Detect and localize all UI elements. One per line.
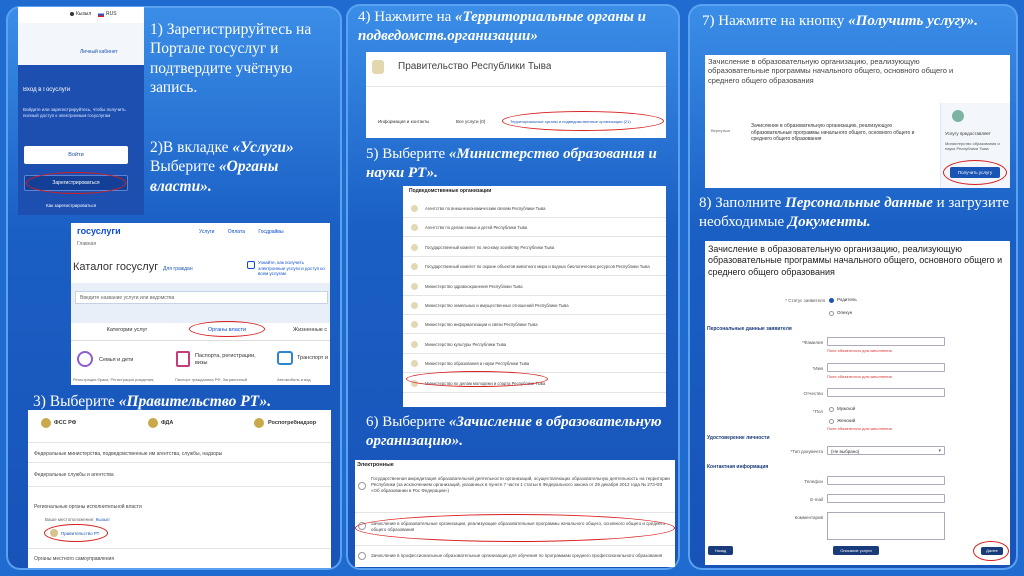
service-icon bbox=[358, 552, 366, 560]
step8-text: 8) Заполните Персональные данные и загрузите необходимые Документы. bbox=[699, 195, 1010, 230]
location-select[interactable]: Для граждан bbox=[163, 266, 193, 272]
service-item: Зачисление в образовательную организацию, реализующую образовательные программы начального общего, основного общего и среднего общего образования bbox=[751, 123, 915, 142]
nav-gosdrives[interactable]: Госдрайвы bbox=[258, 229, 284, 235]
tab-authorities[interactable]: Органы власти bbox=[207, 327, 247, 333]
doc-type-select[interactable]: (Не выбрано) ▾ bbox=[827, 446, 945, 455]
highlight-oval bbox=[502, 111, 664, 131]
email-label: E-mail bbox=[810, 497, 823, 502]
step6-text: 6) Выберите «Зачисление в образовательную организацию». bbox=[366, 414, 662, 449]
category-family[interactable]: Семья и дети bbox=[99, 357, 134, 363]
service-accreditation[interactable]: Государственная аккредитация образовательной деятельности организаций, осуществляющих образовательную деятельность на территории Республики (за исключением организаций, указанных в пункте 7 части 1 статьи 6 Федерального закона от 29 декабря 2012 года № 273-ФЗ «Об образовании в Рос Федерации») bbox=[371, 476, 670, 493]
radio-guardian-label: Опекун bbox=[837, 310, 853, 315]
org-icon bbox=[411, 283, 418, 290]
government-screenshot bbox=[28, 410, 331, 568]
transport-icon bbox=[277, 351, 293, 365]
tyva-title: Правительство Республики Тыва bbox=[398, 61, 552, 72]
surname-required: Поле обязательно для заполнения bbox=[827, 348, 892, 353]
surname-input[interactable] bbox=[827, 337, 945, 346]
org-item[interactable]: Министерство здравоохранения Республики Тыва bbox=[425, 283, 523, 289]
org-icon bbox=[411, 302, 418, 309]
get-service-screenshot bbox=[705, 55, 1010, 188]
catalog-screenshot: госуслуги Услуги Оплата Госдрайвы Главная Каталог госуслуг Для граждан Узнайте, как получить электронные услуги и доступ ко всем услугам Введите название услуги или ведомства Категории услуг Органы власти Жизненные с Семья и дети Паспорта, регистрации, визы Транспорт и Регистрация брака, Регистрация рождения, Паспорт гражданина РФ, Заграничный Автомобиль и вод bbox=[71, 223, 330, 385]
promo-icon bbox=[247, 261, 255, 269]
org-item[interactable]: Государственный комитет по охране объектов животного мира и водных биологических ресурсов Республики Тыва bbox=[425, 264, 650, 270]
org-item[interactable]: Министерство образования и науки Республики Тыва bbox=[425, 361, 530, 367]
radio-parent-label: Родитель bbox=[837, 297, 857, 302]
login-screenshot bbox=[18, 7, 144, 215]
highlight-oval bbox=[189, 321, 265, 337]
login-button[interactable]: Войти bbox=[24, 146, 128, 164]
login-title: Вход в Госуслуги bbox=[23, 87, 71, 93]
radio-male-label: Мужской bbox=[837, 406, 856, 411]
register-button[interactable]: Зарегистрироваться bbox=[24, 175, 128, 191]
id-section: Удостоверение личности bbox=[707, 435, 770, 441]
form-screenshot bbox=[705, 241, 1010, 565]
next-button[interactable]: Далее bbox=[981, 547, 1003, 555]
services-screenshot bbox=[355, 460, 675, 567]
phone-input[interactable] bbox=[827, 476, 945, 485]
step1-text: 1) Зарегистрируйтесь на Портале госуслуг и подтвердите учётную запись. bbox=[150, 21, 312, 97]
highlight-oval bbox=[44, 524, 108, 542]
orgs-header: Подведомственные организации bbox=[409, 188, 492, 194]
organizations-screenshot bbox=[403, 186, 666, 407]
back-link[interactable]: Вернуться bbox=[711, 128, 731, 133]
org-icon bbox=[411, 321, 418, 328]
radio-guardian[interactable] bbox=[829, 311, 834, 316]
highlight-oval bbox=[973, 541, 1009, 561]
step3-text: 3) Выберите «Правительство РТ». bbox=[33, 393, 272, 410]
form-title: Зачисление в образовательную организацию, реализующую образовательные программы начального общего, основного общего и среднего общего образования bbox=[708, 244, 1003, 277]
city-label[interactable]: Кызыл bbox=[76, 11, 92, 17]
search-input[interactable]: Введите название услуги или ведомства bbox=[75, 291, 328, 304]
highlight-oval bbox=[26, 172, 126, 194]
org-item[interactable]: Министерство культуры Республики Тыва bbox=[425, 341, 507, 347]
patronymic-label: Отчество bbox=[803, 391, 823, 396]
org-icon bbox=[411, 224, 418, 231]
radio-female[interactable] bbox=[829, 419, 834, 424]
status-label: * Статус заявителя bbox=[785, 298, 825, 303]
step2-text: 2)В вкладке «Услуги» Выберите «Органы власти». bbox=[150, 139, 294, 195]
login-desc: Войдите или зарегистрируйтесь, чтобы получить полный доступ к электронным госуслугам bbox=[23, 107, 126, 118]
tab-all-services[interactable]: Все услуги (0) bbox=[456, 119, 486, 124]
service-prof[interactable]: Зачисление в профессиональные образовательные организации для обучения по программам среднего профессионального образования bbox=[371, 553, 663, 558]
highlight-oval bbox=[943, 160, 1007, 185]
tab-categories[interactable]: Категории услуг bbox=[106, 327, 148, 333]
radio-female-label: Женский bbox=[837, 418, 856, 423]
nav-payment[interactable]: Оплата bbox=[227, 229, 245, 235]
rpn-icon bbox=[254, 418, 264, 428]
nav-services[interactable]: Услуги bbox=[199, 229, 215, 235]
gender-required: Поле обязательно для заполнения bbox=[827, 426, 892, 431]
service-title: Зачисление в образовательную организацию, реализующую образовательные программы начального общего, основного общего и среднего общего образования bbox=[708, 57, 954, 85]
org-item[interactable]: Агентство по делам семьи и детей Республики Тыва bbox=[425, 225, 528, 231]
tyva-screenshot bbox=[366, 52, 666, 138]
category-transport[interactable]: Транспорт и bbox=[297, 355, 329, 361]
comment-textarea[interactable] bbox=[827, 512, 945, 540]
gov-row-regional[interactable]: Региональные органы исполнительной власти bbox=[34, 504, 142, 510]
services-header: Электронные bbox=[357, 462, 394, 468]
location-icon bbox=[70, 12, 74, 16]
gov-row-services[interactable]: Федеральные службы и агентства bbox=[34, 472, 114, 478]
highlight-oval bbox=[406, 371, 548, 387]
org-item[interactable]: Агентство по внешнеэкономическим связям Республики Тыва bbox=[425, 206, 546, 211]
org-item[interactable]: Государственный комитет по лесному хозяйству Республики Тыва bbox=[425, 244, 555, 250]
tab-territorial[interactable]: Территориальные органы и подведомственные организации (21) bbox=[510, 119, 631, 124]
fss-label[interactable]: ФСС РФ bbox=[54, 420, 77, 426]
phone-label: Телефон bbox=[804, 479, 823, 484]
lang-label[interactable]: RUS bbox=[106, 11, 117, 17]
catalog-title: Каталог госуслуг bbox=[73, 261, 159, 273]
name-label: *Имя bbox=[812, 366, 823, 371]
gerb-icon bbox=[372, 60, 384, 74]
family-icon bbox=[77, 351, 93, 367]
location-label: Ваше местоположение: Кызыл bbox=[45, 517, 110, 522]
org-item[interactable]: Министерство информатизации и связи Республики Тыва bbox=[425, 322, 538, 328]
describe-button[interactable]: Описание услуги bbox=[833, 546, 879, 555]
passport-icon bbox=[176, 351, 190, 367]
tab-info[interactable]: Информация и контакты bbox=[378, 119, 430, 124]
org-icon bbox=[411, 244, 418, 251]
cabinet-link[interactable]: Личный кабинет bbox=[80, 49, 118, 55]
rpn-label[interactable]: Роспотребнадзор bbox=[268, 420, 317, 426]
provider-label: Услугу предоставляет bbox=[945, 131, 991, 136]
tab-life[interactable]: Жизненные с bbox=[293, 327, 328, 333]
gov-row-local[interactable]: Органы местного самоуправления bbox=[34, 556, 115, 562]
step4-text: 4) Нажмите на «Территориальные органы и подведомств.организации» bbox=[358, 9, 647, 44]
fda-icon bbox=[148, 418, 158, 428]
chevron-down-icon: ▾ bbox=[938, 448, 941, 454]
personal-section: Персональные данные заявителя bbox=[707, 326, 792, 332]
contacts-section: Контактная информация bbox=[707, 464, 769, 470]
comment-label: Комментарий bbox=[794, 515, 823, 520]
radio-male[interactable] bbox=[829, 407, 834, 412]
step7-text: 7) Нажмите на кнопку «Получить услугу». bbox=[702, 13, 979, 29]
flag-icon bbox=[98, 12, 104, 17]
doc-type-label: *Тип документа bbox=[790, 449, 823, 454]
org-icon bbox=[411, 263, 418, 270]
fss-icon bbox=[41, 418, 51, 428]
service-enrollment[interactable]: Зачисление в образовательные организации, реализующие образовательные программы начального общего, основного общего и среднего общего образования bbox=[371, 521, 665, 532]
gerb-icon bbox=[952, 110, 964, 122]
item-government-rt[interactable]: Правительство РТ bbox=[61, 531, 100, 536]
breadcrumb[interactable]: Главная bbox=[77, 241, 97, 247]
org-icon bbox=[411, 341, 418, 348]
promo-text[interactable]: Узнайте, как получить электронные услуги и доступ ко всем услугам bbox=[258, 260, 325, 277]
org-item[interactable]: Министерство по делам молодежи и спорта Республики Тыва bbox=[425, 380, 546, 386]
radio-parent[interactable] bbox=[829, 298, 834, 303]
name-required: Поле обязательно для заполнения bbox=[827, 374, 892, 379]
org-item[interactable]: Министерство земельных и имущественных отношений Республики Тыва bbox=[425, 303, 569, 308]
org-icon bbox=[411, 205, 418, 212]
patronymic-input[interactable] bbox=[827, 388, 945, 397]
gosuslugi-logo: госуслуги bbox=[77, 226, 121, 236]
step5-text: 5) Выберите «Министерство образования и науки РТ». bbox=[366, 146, 657, 181]
get-service-button[interactable]: Получить услугу bbox=[950, 167, 1000, 178]
org-icon bbox=[411, 360, 418, 367]
gov-row-ministries[interactable]: Федеральные министерства, подведомственные им агентства, службы, надзоры bbox=[34, 451, 223, 457]
name-input[interactable] bbox=[827, 363, 945, 372]
how-register-link[interactable]: Как зарегистрироваться bbox=[46, 203, 97, 208]
service-icon bbox=[358, 482, 366, 490]
category-passports[interactable]: Паспорта, регистрации, визы bbox=[195, 353, 256, 366]
highlight-oval bbox=[355, 514, 675, 542]
surname-label: *Фамилия bbox=[802, 340, 823, 345]
provider-name[interactable]: Министерство образования и науки Республики Тыва bbox=[945, 141, 1000, 152]
gender-label: *Пол bbox=[812, 409, 823, 414]
email-input[interactable] bbox=[827, 494, 945, 503]
fda-label[interactable]: ФДА bbox=[161, 420, 174, 426]
back-button[interactable]: Назад bbox=[708, 546, 733, 555]
